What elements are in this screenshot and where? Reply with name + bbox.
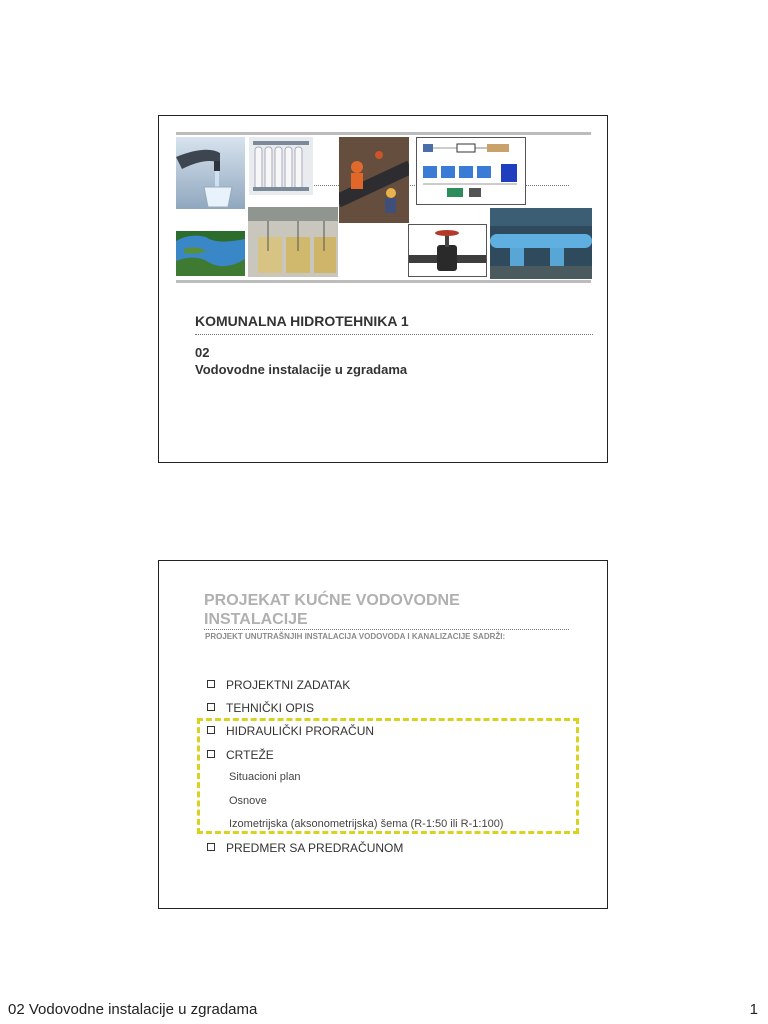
list-item-label: PREDMER SA PREDRAČUNOM [226,841,404,855]
pump-station-photo [490,208,592,279]
content-slide [158,560,608,909]
title-divider [195,334,593,335]
title-slide [158,115,608,463]
checkbox-bullet-icon [207,680,215,688]
list-item [207,701,314,715]
list-item [207,841,403,855]
list-item-label: CRTEŽE [226,748,274,762]
checkbox-bullet-icon [207,703,215,711]
checkbox-bullet-icon [207,843,215,851]
valve-photo [408,224,487,277]
bottom-rule [176,280,591,283]
slide-title: PROJEKAT KUĆNE VODOVODNE INSTALACIJE [204,592,460,628]
top-rule [176,132,591,135]
list-item-label: PROJEKTNI ZADATAK [226,678,351,692]
list-item-label: HIDRAULIČKI PRORAČUN [226,724,375,738]
pipe-workers-photo [339,137,409,223]
sub-list-item: Izometrijska (aksonometrijska) šema (R-1:50 ili R-1:100) [229,818,504,830]
list-item [207,678,350,692]
title-divider [204,629,569,630]
course-title: KOMUNALNA HIDROTEHNIKA 1 [195,313,409,329]
coastline-aerial-photo [176,231,245,276]
sub-list-item: Situacioni plan [229,771,301,783]
slide-subtitle: PROJEKT UNUTRAŠNJIH INSTALACIJA VODOVODA I KANALIZACIJE SADRŽI: [205,632,506,641]
water-tap-photo [176,137,245,209]
highlight-dashed-box [197,718,579,834]
treatment-plant-schematic [416,137,526,205]
lecture-title: Vodovodne instalacije u zgradama [195,362,408,377]
lecture-number: 02 [195,345,210,360]
sub-list-item: Osnove [229,795,267,807]
document-footer-title: 02 Vodovodne instalacije u zgradama [8,1001,258,1018]
filtration-units-photo [249,137,313,195]
list-item-label: TEHNIČKI OPIS [226,701,315,715]
page-number: 1 [749,1001,758,1018]
lab-tanks-photo [248,207,338,277]
